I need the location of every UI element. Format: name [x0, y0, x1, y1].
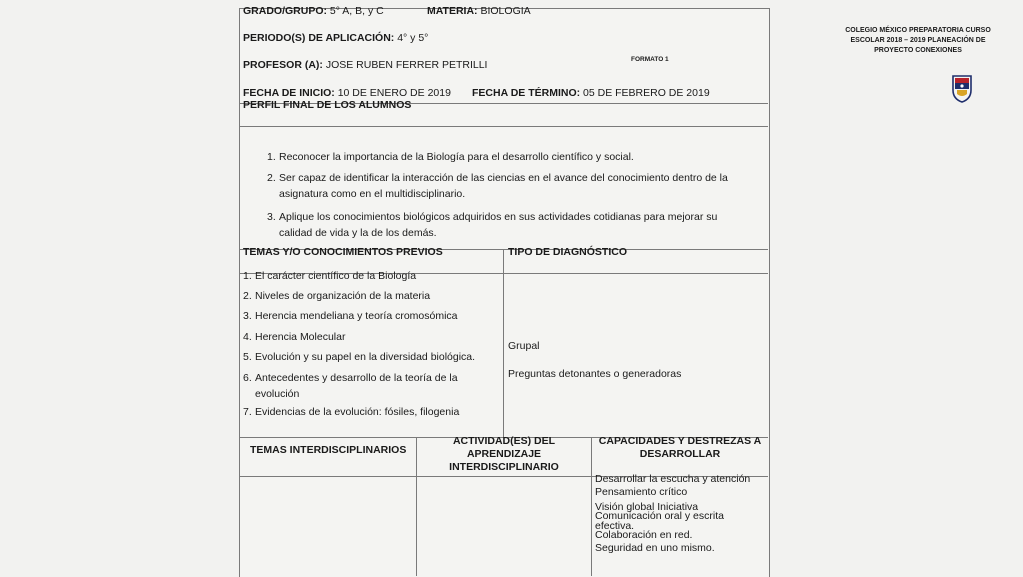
table-rule	[591, 437, 592, 576]
grado-label: GRADO/GRUPO:	[243, 5, 327, 17]
grado-value: 5° A, B, y C	[329, 5, 384, 17]
termino-row	[472, 87, 710, 100]
tema-item-5: Evolución y su papel en la diversidad biológica.	[255, 351, 476, 363]
school-line-3: PROYECTO CONEXIONES	[874, 47, 962, 54]
formato-label: FORMATO 1	[631, 56, 669, 63]
diagnostico-header: TIPO DE DIAGNÓSTICO	[508, 246, 628, 258]
tema-item-3: Herencia mendeliana y teoría cromosómica	[255, 310, 458, 322]
list-item: 1. El carácter científico de la Biología	[243, 270, 417, 282]
diagnostico-value-2: Preguntas detonantes o generadoras	[508, 368, 682, 380]
perfil-item-1: Reconocer la importancia de la Biología para el desarrollo científico y social.	[279, 151, 634, 163]
termino-label: FECHA DE TÉRMINO:	[472, 87, 581, 99]
school-line-2: ESCOLAR 2018 – 2019 PLANEACIÓN DE	[850, 37, 986, 44]
grado-row	[243, 5, 384, 18]
capacidad-item: Comunicación oral y escrita efectiva.	[595, 510, 724, 532]
tema-item-6: Antecedentes y desarrollo de la teoría de la evolución	[255, 372, 458, 400]
inicio-label: FECHA DE INICIO:	[243, 87, 335, 99]
list-item: 3. Aplique los conocimientos biológicos adquiridos en sus actividades cotidianas para mejorar su calidad de vida y la de los demás.	[267, 211, 718, 239]
school-crest-icon	[951, 73, 973, 103]
capacidad-item: Pensamiento crítico	[595, 486, 688, 498]
materia-value: BIOLOGIA	[480, 5, 531, 17]
school-line-1: COLEGIO MÉXICO PREPARATORIA CURSO	[845, 27, 991, 34]
capacidad-item: Visión global Iniciativa	[595, 501, 699, 513]
school-header	[845, 26, 991, 56]
list-item: 1. Reconocer la importancia de la Biología para el desarrollo científico y social.	[267, 151, 634, 163]
termino-value: 05 DE FEBRERO DE 2019	[583, 87, 710, 99]
list-item: 7. Evidencias de la evolución: fósiles, filogenia	[243, 406, 460, 418]
periodo-label: PERIODO(S) DE APLICACIÓN:	[243, 32, 395, 44]
table-rule	[416, 437, 417, 576]
materia-label: MATERIA:	[427, 5, 478, 17]
tema-item-7: Evidencias de la evolución: fósiles, filogenia	[255, 406, 460, 418]
list-item: 3. Herencia mendeliana y teoría cromosómica	[243, 310, 458, 322]
capacidad-item: Colaboración en red.	[595, 529, 693, 541]
profesor-label: PROFESOR (A):	[243, 59, 323, 71]
inicio-value: 10 DE ENERO DE 2019	[337, 87, 451, 99]
profesor-row	[243, 59, 487, 72]
periodo-row	[243, 32, 428, 45]
tema-item-4: Herencia Molecular	[255, 331, 346, 343]
capacidades-header: CAPACIDADES Y DESTREZAS A DESARROLLAR	[598, 435, 762, 460]
perfil-title: PERFIL FINAL DE LOS ALUMNOS	[243, 99, 412, 111]
table-rule	[239, 126, 768, 127]
list-item: 6. Antecedentes y desarrollo de la teoría de la evolución	[243, 372, 458, 400]
diagnostico-value-1: Grupal	[508, 340, 540, 352]
materia-row	[427, 5, 531, 18]
periodo-value: 4° y 5°	[397, 32, 429, 44]
temas-header: TEMAS Y/O CONOCIMIENTOS PREVIOS	[243, 246, 443, 258]
table-rule	[503, 249, 504, 437]
tema-item-1: El carácter científico de la Biología	[255, 270, 417, 282]
list-item: 2. Niveles de organización de la materia	[243, 290, 431, 302]
capacidad-item: Seguridad en uno mismo.	[595, 542, 715, 554]
list-item: 4. Herencia Molecular	[243, 331, 346, 343]
list-item: 5. Evolución y su papel en la diversidad biológica.	[243, 351, 476, 363]
perfil-item-3: Aplique los conocimientos biológicos adquiridos en sus actividades cotidianas para mejorar su calidad de vida y la de los demás.	[279, 211, 718, 239]
actividades-header: ACTIVIDAD(ES) DEL APRENDIZAJE INTERDISCIPLINARIO	[449, 435, 559, 473]
list-item: 2. Ser capaz de identificar la interacción de las ciencias en el avance del conocimiento dentro de la asignatura como en el multidisciplinario.	[267, 172, 728, 200]
tema-item-2: Niveles de organización de la materia	[255, 290, 431, 302]
interdisciplinarios-header: TEMAS INTERDISCIPLINARIOS	[250, 444, 407, 456]
profesor-value: JOSE RUBEN FERRER PETRILLI	[325, 59, 488, 71]
perfil-item-2: Ser capaz de identificar la interacción de las ciencias en el avance del conocimiento dentro de la asignatura como en el multidisciplinario.	[279, 172, 728, 200]
capacidad-item: Desarrollar la escucha y atención	[595, 473, 751, 485]
